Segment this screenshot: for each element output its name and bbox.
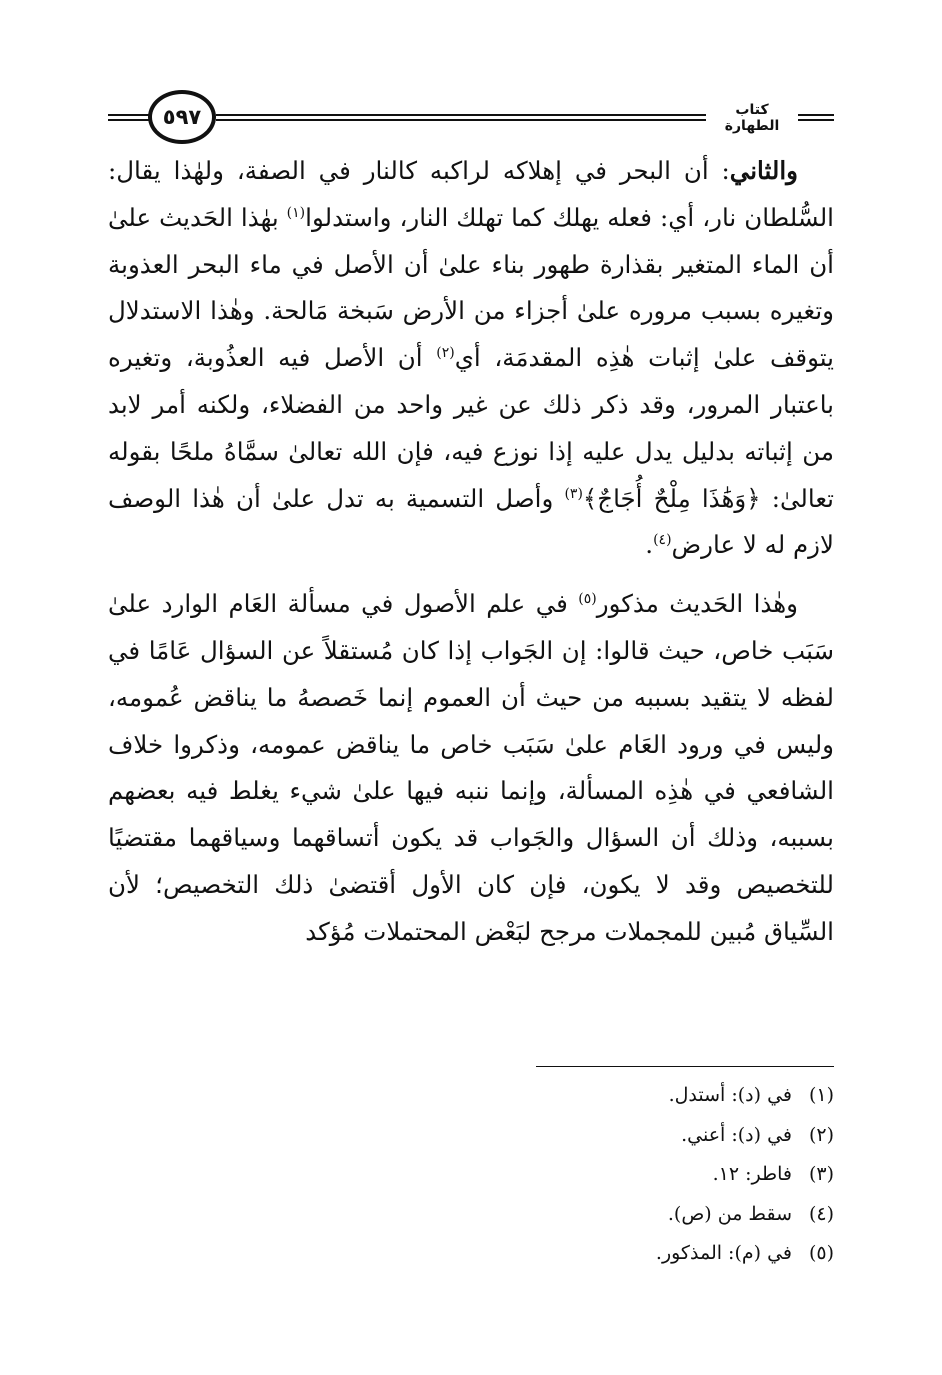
paragraph-1 <box>108 148 834 569</box>
footnote-text: في (د): أعني. <box>681 1123 792 1146</box>
footnote-text: في (د): أستدل. <box>668 1084 792 1106</box>
header-rule <box>216 114 706 116</box>
header-rule <box>798 114 834 116</box>
text-run: وأصل التسمية به تدل علىٰ أن هٰذا الوصف لازم له لا عارض <box>108 483 834 560</box>
footnote-number: (٤) <box>808 1202 834 1225</box>
quran-quote: ﴿وَهَٰذَا مِلْحٌ أُجَاجٌ﴾ <box>582 483 761 513</box>
page-number: ٥٩٧ <box>162 105 202 129</box>
text-run: في علم الأصول في مسألة العَام الوارد علىٰ سَبَب خاص، حيث قالوا: إن الجَواب إذا كان مُستقلاً عن السؤال عَامًا في لفظه لا يتقيد بسببه من حيث أن العموم إنما خَصصهُ ما يناقض عُمومه، وليس في ورود العَام علىٰ سَبَب خاص ما يناقض عمومه، وذكروا خلاف الشافعي في هٰذِه المسألة، وإنما ننبه فيها علىٰ شيء يغلط فيه بعضهم بسببه، وذلك أن السؤال والجَواب قد يكون أتساقهما وسياقهما مقتضيًا للتخصيص وقد لا يكون، فإن كان الأول أقتضىٰ ذلك التخصيص؛ لأن السِّياق مُبين للمجملات مرجح لبَعْض المحتملات مُؤكد <box>108 589 834 946</box>
footnote-separator <box>536 1066 834 1067</box>
footnote-ref-4[interactable]: (٤) <box>653 532 672 549</box>
header-rule <box>108 119 150 121</box>
paragraph-2 <box>108 581 834 955</box>
footnote-ref-3[interactable]: (٣) <box>564 485 583 502</box>
page-number-frame <box>148 90 216 144</box>
text-run: وهٰذا الحَديث مذكور <box>596 589 798 619</box>
footnote-text: سقط من (ص). <box>667 1202 792 1225</box>
footnote-ref-2[interactable]: (٢) <box>436 345 455 362</box>
running-title: كتاب الطهارة <box>724 102 780 134</box>
footnote-ref-5[interactable]: (٥) <box>578 591 597 608</box>
header-rule <box>216 119 706 121</box>
text-run: . <box>645 530 654 560</box>
paragraph-lead: والثاني <box>729 156 798 185</box>
footnotes <box>108 1076 834 1274</box>
text-run: : أن البحر في إهلاكه لراكبه كالنار في الصفة، ولهٰذا يقال: السُّلطان نار، أي: فعله يهلك كما تهلك النار، واستدلوا <box>108 156 834 232</box>
footnote-text: في (م): المذكور. <box>655 1242 792 1264</box>
footnote-text: فاطر: ١٢. <box>712 1163 792 1185</box>
footnote-item <box>108 1195 834 1235</box>
footnote-item <box>108 1116 834 1156</box>
footnote-number: (٢) <box>808 1123 834 1146</box>
page-header <box>108 88 834 148</box>
header-rule <box>108 114 150 116</box>
footnote-item <box>108 1076 834 1116</box>
footnote-number: (٣) <box>808 1163 834 1185</box>
main-text <box>108 148 834 956</box>
footnote-ref-1[interactable]: (١) <box>286 204 306 221</box>
footnote-number: (١) <box>808 1084 834 1106</box>
footnote-item <box>108 1234 834 1274</box>
header-rule <box>798 119 834 121</box>
text-run: أن الأصل فيه العذُوبة، وتغيره باعتبار المرور، وقد ذكر ذلك عن غير واحد من الفضلاء، ولكنه أمر لابد من إثباته بدليل يدل عليه إذا نوزع فيه، فإن الله تعالىٰ سمَّاهُ ملحًا بقوله تعالىٰ: <box>108 343 834 513</box>
text-run: بهٰذا الحَديث علىٰ أن الماء المتغير بقذارة طهور بناء علىٰ أن الأصل في ماء البحر العذوبة وتغيره بسبب مروره علىٰ أجزاء من الأرض سَبخة مَالحة. وهٰذا الاستدلال يتوقف علىٰ إثبات هٰذِه المقدمَة، أي <box>108 202 834 373</box>
footnote-number: (٥) <box>808 1242 834 1264</box>
footnote-item <box>108 1155 834 1195</box>
